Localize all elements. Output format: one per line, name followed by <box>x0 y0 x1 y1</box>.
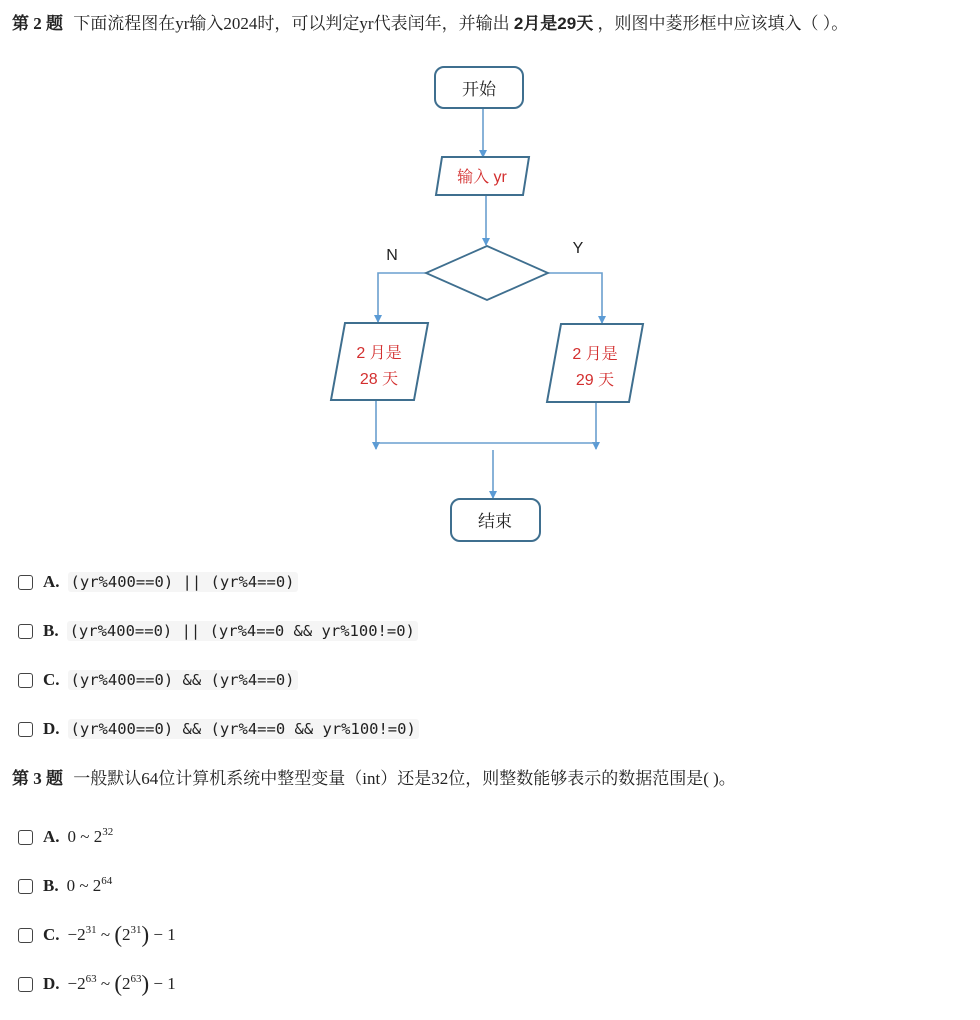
math-open-paren: ( <box>114 971 122 996</box>
option-letter: A. <box>43 827 60 846</box>
option-2d[interactable] <box>18 716 419 742</box>
start-label: 开始 <box>462 80 496 99</box>
option-3c[interactable] <box>18 922 176 948</box>
math-exponent: 63 <box>85 973 97 985</box>
checkbox[interactable] <box>18 575 33 590</box>
option-letter: C. <box>43 925 60 944</box>
math-tilde: ~ <box>96 925 115 944</box>
math-exponent: 31 <box>130 924 142 936</box>
output-28-line1: 2 月是 <box>356 345 402 362</box>
question-text: 一般默认64位计算机系统中整型变量（int）还是32位，则整数能够表示的数据范围是( )。 <box>73 769 736 788</box>
end-node <box>451 499 540 541</box>
option-math <box>67 922 176 947</box>
option-math <box>67 971 176 996</box>
input-node <box>436 157 529 195</box>
decision-node <box>426 246 548 300</box>
option-code: (yr%400==0) && (yr%4==0 && yr%100!=0) <box>68 719 419 739</box>
yes-label: Y <box>572 240 584 257</box>
arrow-no-branch <box>378 273 427 322</box>
math-exponent: 32 <box>102 826 114 838</box>
question-number: 第 2 题 <box>12 14 63 33</box>
checkbox[interactable] <box>18 722 33 737</box>
output-29-line1: 2 月是 <box>572 346 618 363</box>
option-3d[interactable] <box>18 971 176 997</box>
math-exponent: 64 <box>101 875 113 887</box>
checkbox[interactable] <box>18 977 33 992</box>
math-base: 2 <box>122 925 131 944</box>
math-tail: − 1 <box>149 925 176 944</box>
option-3a[interactable] <box>18 824 113 850</box>
question-text: 下面流程图在yr输入2024时，可以判定yr代表闰年，并输出 <box>73 14 510 33</box>
option-3b[interactable] <box>18 873 112 899</box>
checkbox[interactable] <box>18 879 33 894</box>
output-29-days-node <box>547 324 643 402</box>
math-close-paren: ) <box>141 971 150 996</box>
output-28-line2: 28 天 <box>359 371 399 388</box>
math-exponent: 31 <box>85 924 97 936</box>
math-close-paren: ) <box>141 922 150 947</box>
option-2a[interactable] <box>18 569 298 595</box>
option-letter: A. <box>43 572 60 591</box>
no-label: N <box>386 247 398 264</box>
math-tilde: ~ <box>96 974 115 993</box>
math-tail: − 1 <box>149 974 176 993</box>
checkbox[interactable] <box>18 928 33 943</box>
question-number: 第 3 题 <box>12 769 63 788</box>
output-29-line2: 29 天 <box>575 372 615 389</box>
math-neg-base: −2 <box>67 925 86 944</box>
option-2c[interactable] <box>18 667 298 693</box>
question-highlight: 2月是29天 <box>513 14 594 33</box>
option-math <box>67 876 113 896</box>
input-label: 输入 yr <box>457 169 507 186</box>
option-code: (yr%400==0) || (yr%4==0 && yr%100!=0) <box>67 621 418 641</box>
question-3-prompt <box>12 767 736 791</box>
math-open-paren: ( <box>114 922 122 947</box>
option-2b[interactable] <box>18 618 418 644</box>
checkbox[interactable] <box>18 830 33 845</box>
option-letter: C. <box>43 670 60 689</box>
checkbox[interactable] <box>18 673 33 688</box>
option-code: (yr%400==0) && (yr%4==0) <box>68 670 298 690</box>
math-neg-base: −2 <box>67 974 86 993</box>
option-code: (yr%400==0) || (yr%4==0) <box>68 572 298 592</box>
output-28-days-node <box>331 323 428 400</box>
math-base: 0 ~ 2 <box>67 827 103 846</box>
arrow-yes-branch <box>548 273 602 323</box>
option-letter: B. <box>43 621 59 640</box>
option-letter: D. <box>43 719 60 738</box>
option-letter: D. <box>43 974 60 993</box>
math-base: 0 ~ 2 <box>66 876 102 895</box>
option-letter: B. <box>43 876 59 895</box>
start-node <box>435 67 523 108</box>
question-text-end: ，则图中菱形框中应该填入（ ）。 <box>597 14 849 33</box>
checkbox[interactable] <box>18 624 33 639</box>
end-label: 结束 <box>478 512 512 531</box>
option-math <box>68 827 114 847</box>
math-base: 2 <box>122 974 131 993</box>
math-exponent: 63 <box>130 973 142 985</box>
